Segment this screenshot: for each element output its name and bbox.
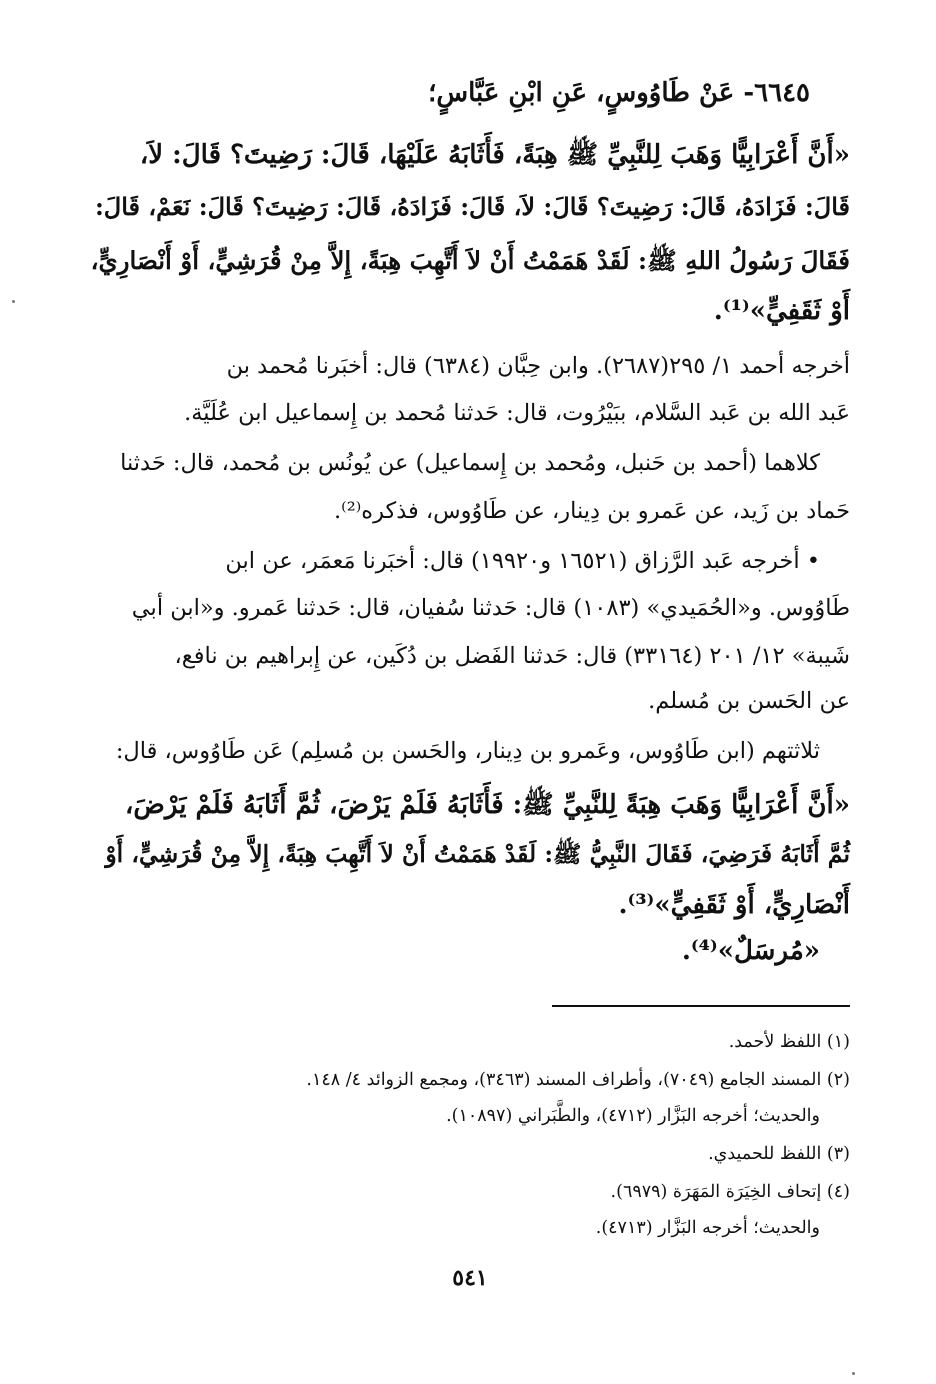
takhrij-line: شَيبة» ١٢/ ٢٠١ (٣٣١٦٤) قال: حَدثنا الفَضل بن دُكَين، عن إِبراهيم بن نافع، — [174, 643, 850, 669]
takhrij-line: أخرجه أحمد ١/ ٢٩٥(٢٦٨٧). وابن حِبَّان (٦٣٨٤) قال: أخبَرنا مُحمد بن — [226, 353, 850, 379]
footnote: (٢) المسند الجامع (٧٠٤٩)، وأطراف المسند (٣٤٦٣)، ومجمع الزوائد ٤/ ١٤٨. — [306, 1070, 850, 1090]
footnote: والحديث؛ أخرجه البَزَّار (٤٧١٣). — [595, 1218, 820, 1238]
hadith-text-line: «أَنَّ أَعْرَابِيًّا وَهَبَ هِبَةً لِلنَّبِيِّ ﷺ: فَأَثَابَهُ فَلَمْ يَرْضَ، ثُمَّ أَثَابَهُ فَلَمْ يَرْضَ، — [125, 790, 850, 820]
footnote-separator — [552, 1005, 850, 1007]
takhrij-line: طَاوُوس. و«الحُمَيدي» (١٠٨٣) قال: حَدثنا سُفيان، قال: حَدثنا عَمرو. و«ابن أبي — [131, 595, 850, 621]
footnote: (١) اللفظ لأحمد. — [728, 1032, 850, 1052]
hadith-text-line: أَوْ ثَقَفِيٍّ»⁽¹⁾. — [713, 296, 850, 326]
takhrij-line: ثلاثتهم (ابن طَاوُوس، وعَمرو بن دِينار، والحَسن بن مُسلِم) عَن طَاوُوس، قال: — [115, 738, 820, 764]
footnote: (٣) اللفظ للحميدي. — [708, 1144, 850, 1164]
hadith-text-line: فَقَالَ رَسُولُ اللهِ ﷺ: لَقَدْ هَمَمْتُ أَنْ لاَ أَتَّهِبَ هِبَةً، إِلاَّ مِنْ قُرَشِيٍّ، أَوْ أَنْصَارِيٍّ، — [90, 246, 850, 275]
takhrij-line: عَبد الله بن عَبد السَّلام، ببَيْرُوت، قال: حَدثنا مُحمد بن إِسماعيل ابن عُلَيَّة. — [184, 400, 850, 426]
footnote: والحديث؛ أخرجه البَزَّار (٤٧١٢)، والطَّبَراني (١٠٨٩٧). — [446, 1106, 820, 1126]
hadith-text-line: «أَنَّ أَعْرَابِيًّا وَهَبَ لِلنَّبِيِّ ﷺ هِبَةً، فَأَثَابَهُ عَلَيْهَا، قَالَ: رَضِيتَ؟ قَالَ: لاَ، — [139, 140, 850, 170]
takhrij-line: حَماد بن زَيد، عن عَمرو بن دِينار، عن طَاوُوس، فذكره⁽²⁾. — [334, 498, 850, 524]
scan-speck — [12, 300, 15, 303]
hadith-text-line: قَالَ: فَزَادَهُ، قَالَ: رَضِيتَ؟ قَالَ: لاَ، قَالَ: فَزَادَهُ، قَالَ: رَضِيتَ؟ قَالَ: نَعَمْ، قَالَ: — [94, 192, 850, 221]
takhrij-line: كلاهما (أحمد بن حَنبل، ومُحمد بن إِسماعيل) عن يُونُس بن مُحمد، قال: حَدثنا — [120, 450, 820, 476]
hadith-text-line: ثُمَّ أَثَابَهُ فَرَضِيَ، فَقَالَ النَّبِيُّ ﷺ: لَقَدْ هَمَمْتُ أَنْ لاَ أَتَّهِبَ هِبَةً، إِلاَّ مِنْ قُرَشِيٍّ، أَوْ — [105, 840, 850, 868]
takhrij-line: عن الحَسن بن مُسلم. — [648, 688, 850, 714]
hadith-text-line: أَنْصَارِيٍّ، أَوْ ثَقَفِيٍّ»⁽³⁾. — [618, 890, 850, 920]
mursal-verdict: «مُرسَلٌ»⁽⁴⁾. — [681, 936, 820, 966]
takhrij-line: • أخرجه عَبد الرَّزاق (١٦٥٢١ و١٩٩٢٠) قال: أخبَرنا مَعمَر، عن ابن — [225, 548, 820, 574]
footnote: (٤) إتحاف الخِيَرَة المَهَرَة (٦٩٧٩). — [610, 1182, 850, 1202]
page — [90, 70, 850, 1330]
page-number: ٥٤١ — [452, 1265, 488, 1291]
hadith-heading: ٦٦٤٥- عَنْ طَاوُوسٍ، عَنِ ابْنِ عَبَّاسٍ؛ — [428, 78, 810, 108]
scan-speck — [852, 1372, 855, 1375]
